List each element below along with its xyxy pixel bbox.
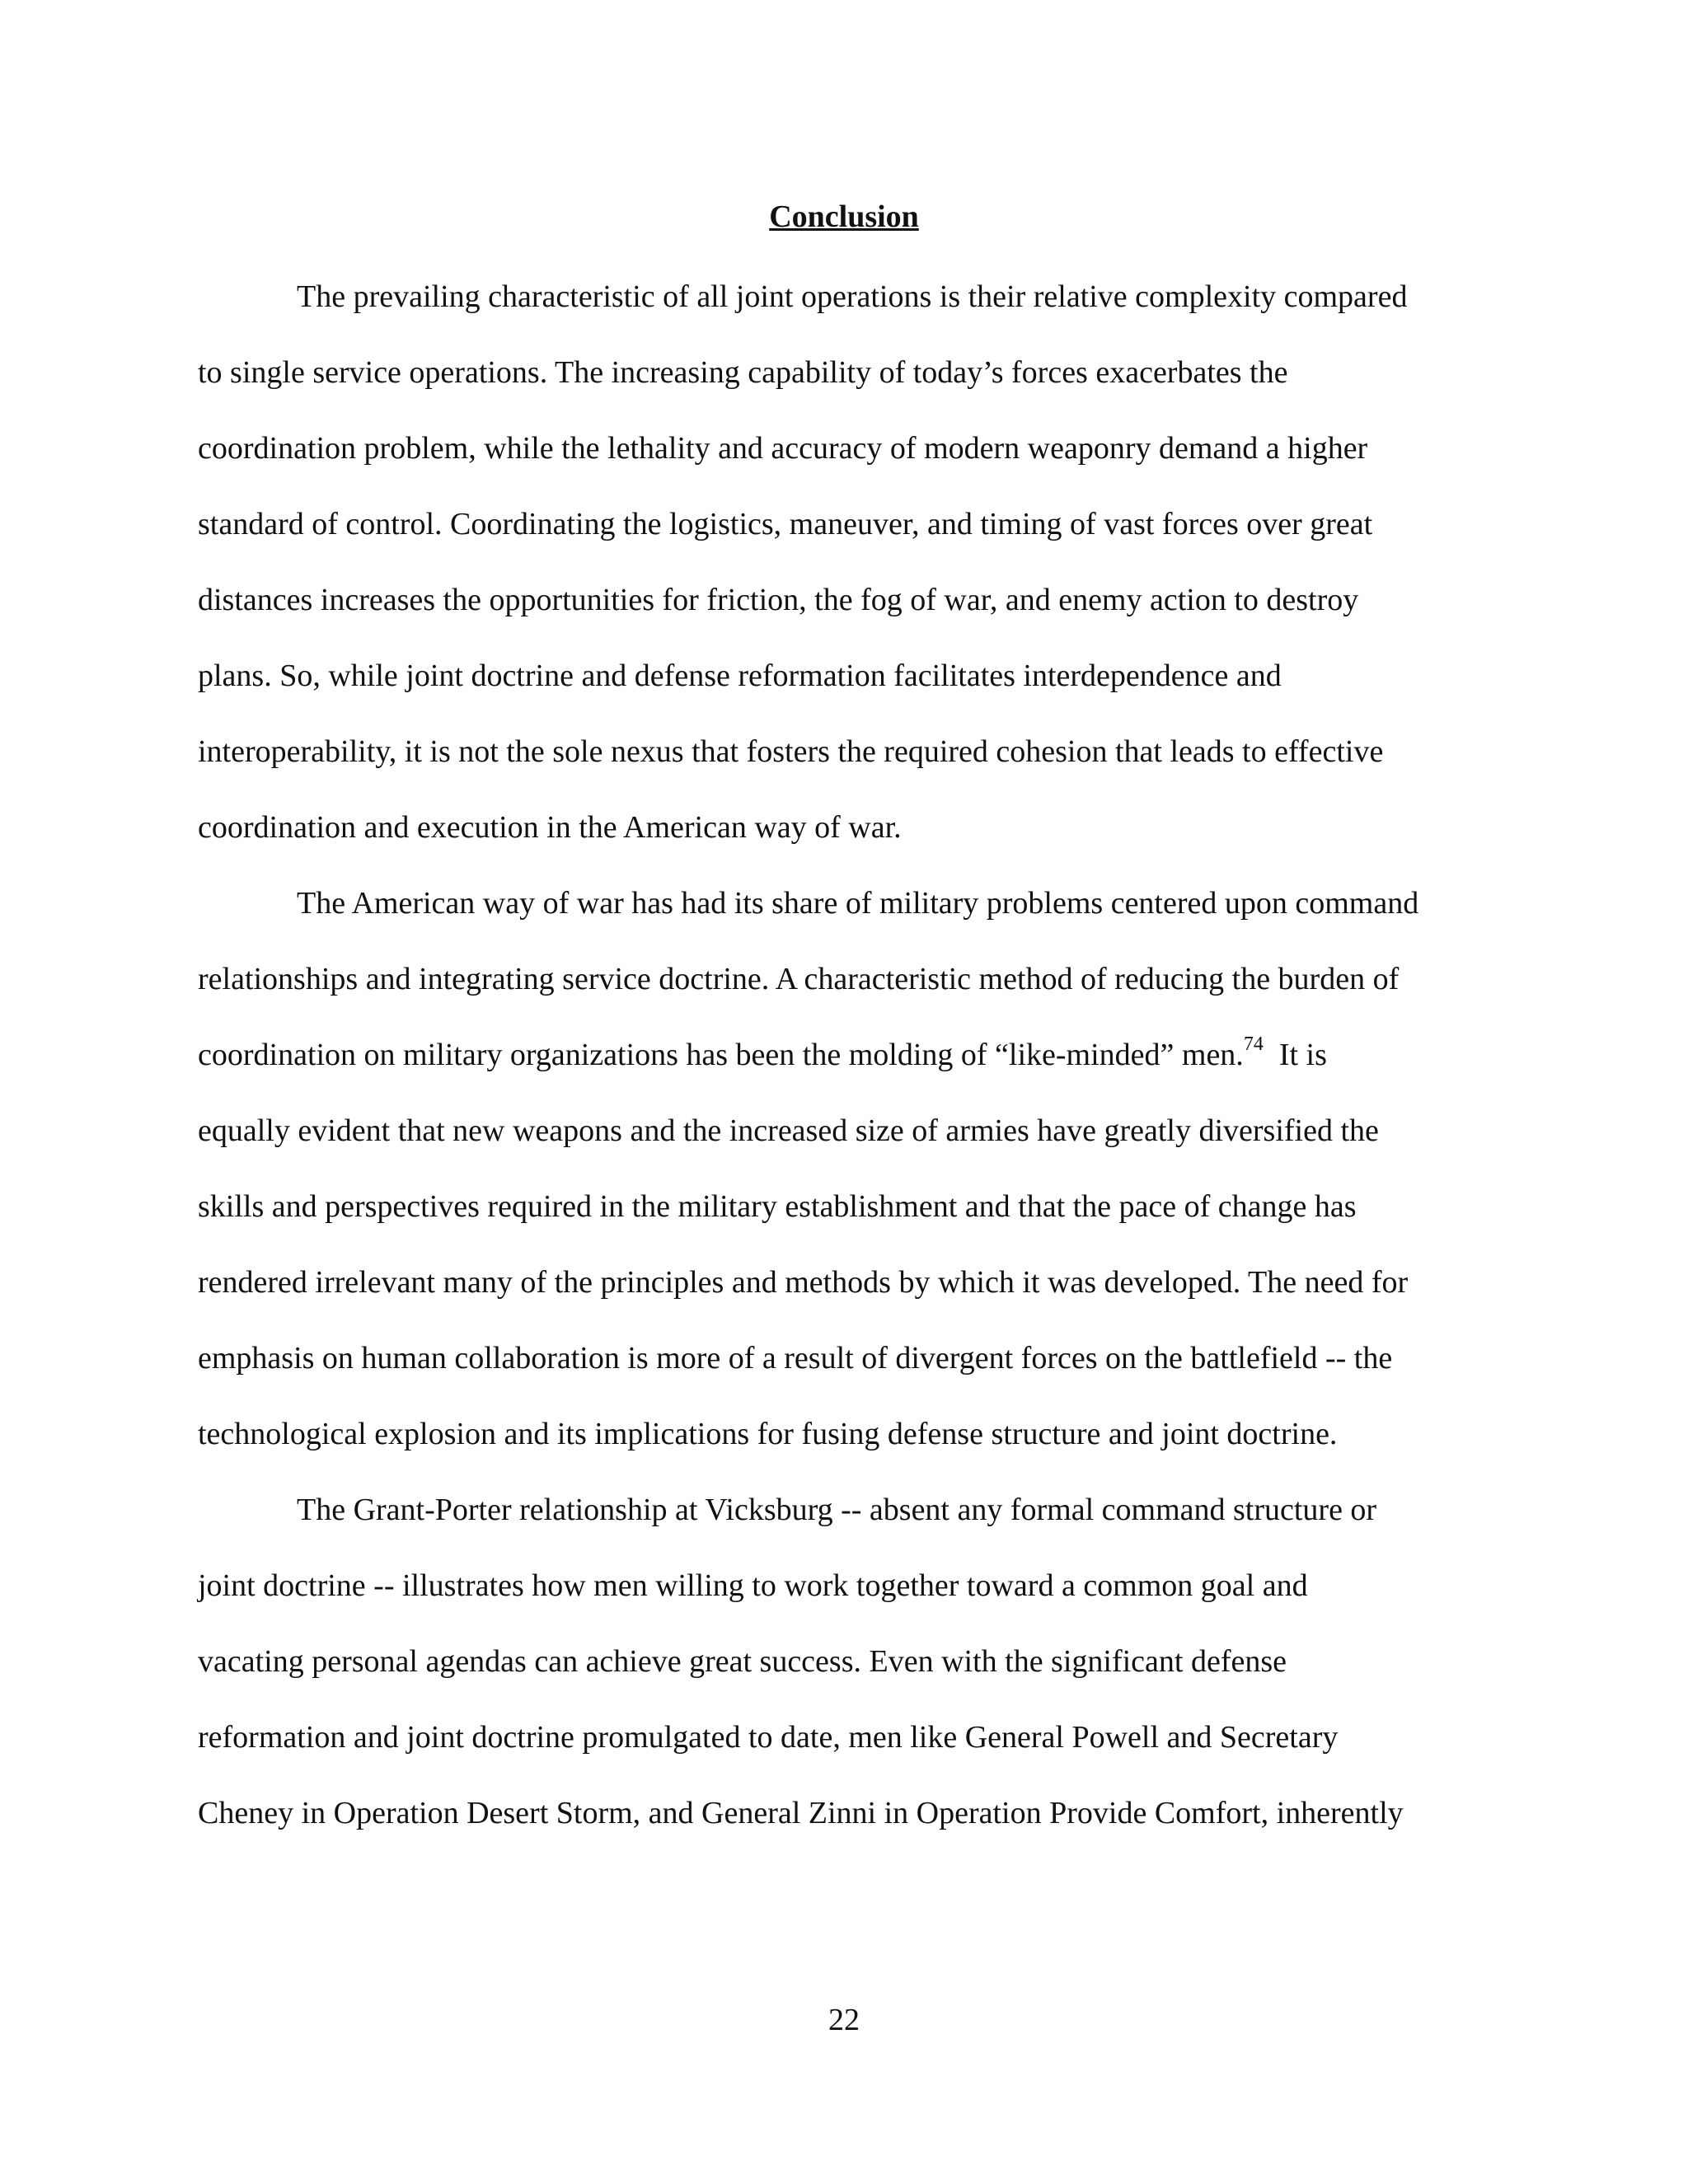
text-line: emphasis on human collaboration is more of a result of divergent forces on the battlefield -- the <box>198 1341 1393 1376</box>
text-line: equally evident that new weapons and the increased size of armies have greatly diversified the <box>198 1113 1379 1148</box>
text-line: coordination problem, while the lethality and accuracy of modern weaponry demand a higher <box>198 431 1368 466</box>
text-line: rendered irrelevant many of the principles and methods by which it was developed. The need for <box>198 1265 1409 1300</box>
text-line: plans. So, while joint doctrine and defense reformation facilitates interdependence and <box>198 658 1282 693</box>
page-title: Conclusion <box>769 199 919 234</box>
text-line: skills and perspectives required in the military establishment and that the pace of change has <box>198 1189 1357 1224</box>
text-line: coordination on military organizations has been the molding of “like-minded” men. <box>198 1038 1244 1072</box>
text-line: Cheney in Operation Desert Storm, and General Zinni in Operation Provide Comfort, inherently <box>198 1796 1404 1830</box>
text-line: to single service operations. The increasing capability of today’s forces exacerbates the <box>198 355 1288 390</box>
text-line: relationships and integrating service doctrine. A characteristic method of reducing the burden of <box>198 962 1400 996</box>
text-line: distances increases the opportunities for friction, the fog of war, and enemy action to destroy <box>198 583 1359 617</box>
text-line: coordination and execution in the American way of war. <box>198 810 902 845</box>
text-line: vacating personal agendas can achieve great success. Even with the significant defense <box>198 1644 1287 1679</box>
text-line: reformation and joint doctrine promulgated to date, men like General Powell and Secretary <box>198 1720 1339 1755</box>
text-line: The prevailing characteristic of all joint operations is their relative complexity compared <box>297 279 1408 314</box>
text-line: The American way of war has had its share of military problems centered upon command <box>297 886 1419 921</box>
text-line: standard of control. Coordinating the logistics, maneuver, and timing of vast forces over great <box>198 507 1373 541</box>
page-number: 22 <box>828 2003 860 2037</box>
text-line: joint doctrine -- illustrates how men willing to work together toward a common goal and <box>198 1568 1308 1603</box>
text-line: technological explosion and its implications for fusing defense structure and joint doctrine. <box>198 1417 1338 1451</box>
text-line-with-footnote <box>198 1034 1327 1076</box>
text-line: interoperability, it is not the sole nexus that fosters the required cohesion that leads to effective <box>198 734 1384 769</box>
footnote-reference: 74 <box>1243 1033 1264 1056</box>
text-continuation: It is <box>1263 1038 1327 1072</box>
text-line: The Grant-Porter relationship at Vicksburg -- absent any formal command structure or <box>297 1493 1377 1527</box>
